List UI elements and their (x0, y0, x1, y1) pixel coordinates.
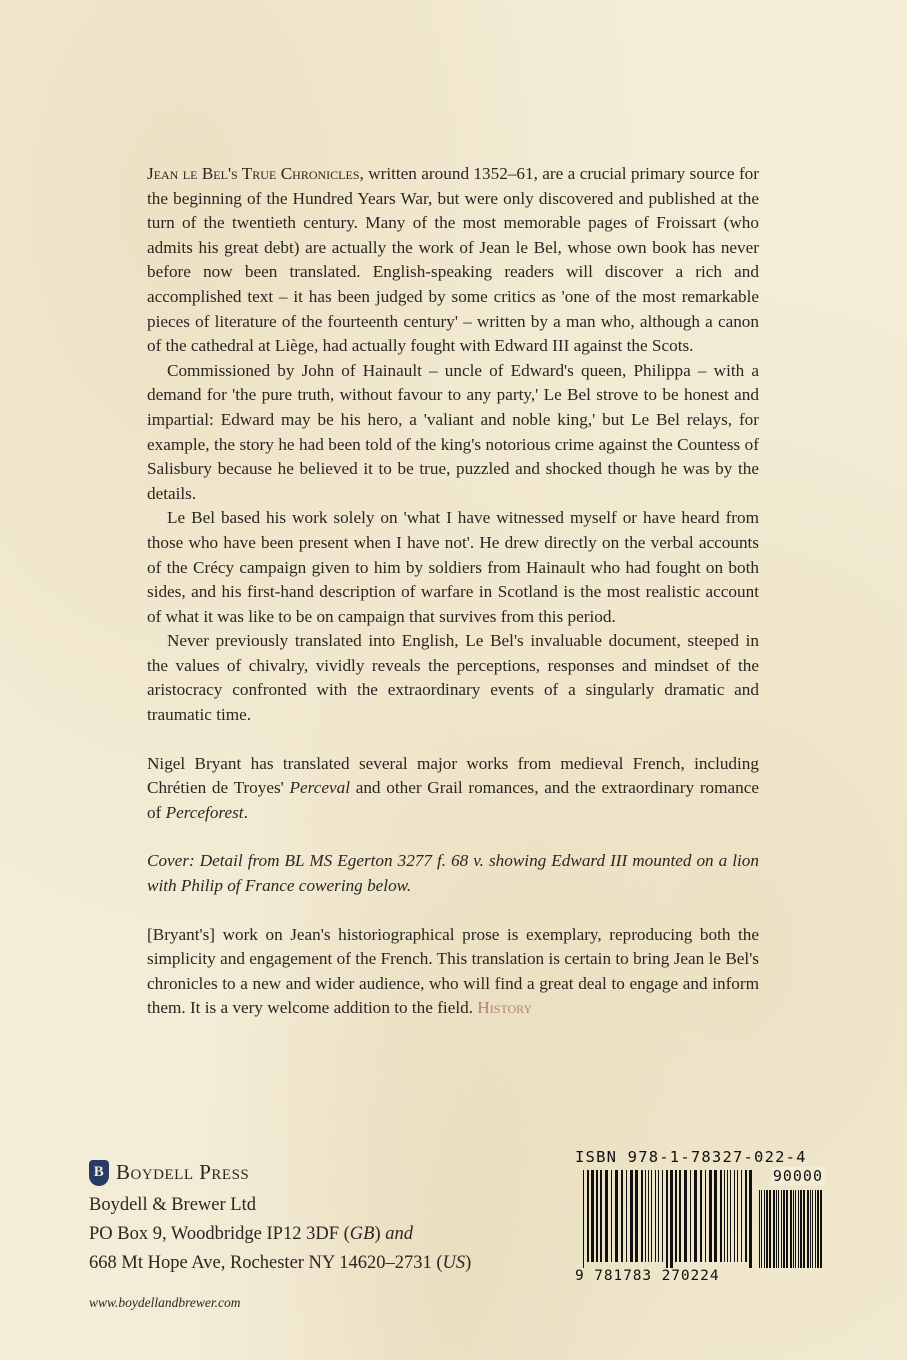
book-title-smallcaps: Jean le Bel's True Chronicles (147, 164, 360, 183)
barcode-bar (749, 1170, 752, 1268)
barcode-bar (591, 1170, 594, 1262)
barcode-bar (587, 1170, 589, 1262)
barcode-bar (709, 1170, 712, 1262)
barcode-bar (798, 1190, 799, 1268)
barcode-bar (769, 1190, 771, 1268)
publisher-name: Boydell Press (116, 1160, 250, 1184)
review-quote: [Bryant's] work on Jean's historiographical prose is exemplary, reproducing both the simplicity and engagement of the French. This translation is certain to bring Jean le Bel's chronicles to a new and wider audience, who will find a great deal to engage and inform them. It is a very welcome addition to the field. History (147, 924, 759, 1018)
barcode-bar (786, 1190, 788, 1268)
barcode-bar (766, 1190, 768, 1268)
work-title-perceforest: Perceforest (165, 802, 244, 822)
barcode-bar (817, 1190, 819, 1268)
barcode-bar (815, 1190, 816, 1268)
blurb-paragraph-4: Never previously translated into English, Le Bel's invaluable document, steeped in the values of chivalry, vividly reveals the perceptions, responses and mindset of the aristocracy confronted with the extraordinary events of a singularly dramatic and traumatic time. (147, 631, 759, 725)
barcode-bar (790, 1190, 792, 1268)
barcode-bar (694, 1170, 697, 1262)
barcode-bar (793, 1190, 794, 1268)
barcode-bar (724, 1170, 725, 1262)
barcode-bar (666, 1170, 668, 1268)
barcode-bar (645, 1170, 646, 1262)
barcode-bar (761, 1190, 762, 1268)
barcode-bar (705, 1170, 706, 1262)
barcode-bar (679, 1170, 681, 1262)
price-addon-digits: 90000 (772, 1167, 823, 1185)
barcode-bar (641, 1170, 643, 1262)
barcode-bars (575, 1170, 827, 1270)
barcode-bar (773, 1190, 775, 1268)
barcode-bar (730, 1170, 731, 1262)
barcode-bar (658, 1170, 659, 1262)
blurb-paragraph-3: Le Bel based his work solely on 'what I have witnessed myself or have heard from those who have been present when I have not'. He drew directly on the verbal accounts of the Crécy campaign given to him by soldiers from Hainault who had fought on both sides, and his first-hand description of warfare in Scotland is the most realistic account of what it was like to be on campaign that survives from this period. (147, 508, 759, 626)
publisher-address-uk: PO Box 9, Woodbridge IP12 3DF (GB) and (89, 1224, 413, 1244)
publisher-name-line (89, 1158, 549, 1187)
back-cover-text (147, 162, 759, 1021)
barcode-bar (776, 1190, 777, 1268)
barcode-bar (783, 1190, 785, 1268)
barcode-bar (800, 1190, 802, 1268)
barcode-bar (655, 1170, 656, 1262)
barcode-bar (795, 1190, 796, 1268)
barcode-bar (635, 1170, 638, 1262)
barcode-bar (605, 1170, 608, 1262)
barcode-bar (611, 1170, 612, 1262)
barcode-bar (810, 1190, 811, 1268)
barcode-bar (727, 1170, 728, 1262)
barcode-bar (820, 1190, 822, 1268)
publisher-address-us: 668 Mt Hope Ave, Rochester NY 14620–2731 (US) (89, 1253, 472, 1273)
barcode-bar (741, 1170, 742, 1262)
barcode-bar (621, 1170, 623, 1262)
barcode-bar (759, 1190, 760, 1268)
barcode-bar (615, 1170, 618, 1262)
barcode-bar (583, 1170, 584, 1268)
boydell-logo-icon: B (89, 1160, 109, 1186)
barcode-bar (690, 1170, 691, 1262)
isbn-number: ISBN 978-1-78327-022-4 (575, 1148, 807, 1166)
barcode-bar (745, 1170, 747, 1262)
barcode-bar (714, 1170, 717, 1262)
barcode-bar (737, 1170, 738, 1262)
isbn-barcode (575, 1148, 827, 1288)
publisher-block (89, 1158, 549, 1317)
barcode-bar (807, 1190, 809, 1268)
work-title-perceval: Perceval (289, 778, 350, 798)
barcode-bar (600, 1170, 602, 1262)
barcode-bar (778, 1190, 779, 1268)
barcode-bar (648, 1170, 649, 1262)
publisher-website: www.boydellandbrewer.com (89, 1295, 241, 1310)
barcode-bar (675, 1170, 677, 1262)
barcode-bar (700, 1170, 702, 1262)
review-source: History (477, 998, 533, 1018)
translator-bio: Nigel Bryant has translated several major works from medieval French, including Chrétien de Troyes' Perceval and other Grail romances, and the extraordinary romance of Perceforest. (147, 753, 759, 822)
barcode-bar (596, 1170, 598, 1262)
barcode-bar (781, 1190, 782, 1268)
blurb-paragraph-1: Jean le Bel's True Chronicles, written around 1352–61, are a crucial primary source for the beginning of the Hundred Years War, but were only discovered and published at the turn of the twentieth century. Many of the most memorable pages of Froissart (who admits his great debt) are actually the work of Jean le Bel, whose own book has never before now been translated. English-speaking readers will discover a rich and accomplished text – it has been judged by some critics as 'one of the most remarkable pieces of literature of the fourteenth century' – written by a man who, although a canon of the cathedral at Liège, had actually fought with Edward III against the Scots. (147, 164, 759, 356)
barcode-bar (803, 1190, 805, 1268)
publisher-company: Boydell & Brewer Ltd (89, 1195, 256, 1215)
barcode-bar (670, 1170, 673, 1268)
barcode-bar (734, 1170, 735, 1262)
cover-credit: Cover: Detail from BL MS Egerton 3277 f. 68 v. showing Edward III mounted on a lion with Philip of France cowering below. (147, 851, 759, 896)
barcode-bar (630, 1170, 633, 1262)
ean-digits: 9 781783 270224 (575, 1268, 720, 1284)
barcode-bar (720, 1170, 722, 1262)
barcode-bar (764, 1190, 765, 1268)
barcode-bar (684, 1170, 687, 1262)
barcode-bar (662, 1170, 663, 1262)
barcode-bar (651, 1170, 652, 1262)
blurb-paragraph-2: Commissioned by John of Hainault – uncle of Edward's queen, Philippa – with a demand for 'the pure truth, without favour to any party,' Le Bel strove to be honest and impartial: Edward may be his hero, a 'valiant and noble king,' but Le Bel relays, for example, the story he had been told of the king's notorious crime against the Countess of Salisbury because he believed it to be true, puzzled and shocked though he was by the details. (147, 360, 759, 503)
barcode-bar (626, 1170, 627, 1262)
barcode-bar (812, 1190, 813, 1268)
